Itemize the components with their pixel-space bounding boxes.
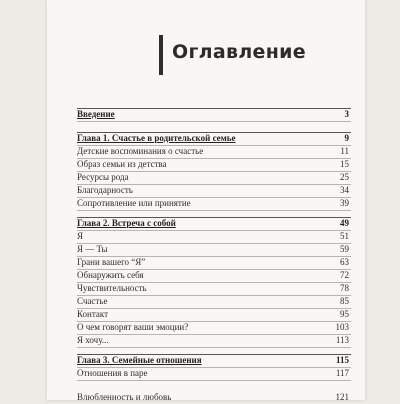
toc-entry-page: 85	[340, 296, 349, 306]
toc-entry-page: 72	[340, 270, 349, 280]
table-of-contents	[77, 108, 351, 404]
title-accent-bar	[159, 35, 163, 75]
toc-entry[interactable]	[77, 335, 351, 348]
toc-entry[interactable]	[77, 322, 351, 335]
toc-entry-label: Ресурсы рода	[77, 172, 129, 182]
toc-entry-page: 113	[335, 335, 349, 345]
toc-entry[interactable]	[77, 391, 351, 404]
toc-entry-label: Сопротивление или принятие	[77, 198, 191, 208]
toc-entry-page: 39	[340, 198, 349, 208]
toc-entry-label: Счастье	[77, 296, 108, 306]
toc-entry-page: 25	[340, 172, 349, 182]
toc-entry-label: Я	[77, 231, 84, 241]
toc-entry-label: О чем говорят ваши эмоции?	[77, 322, 189, 332]
book-page	[47, 0, 365, 400]
toc-entry-label: Глава 3. Семейные отношения	[77, 355, 202, 365]
toc-entry-page: 103	[335, 322, 349, 332]
toc-entry-label: Введение	[77, 109, 115, 119]
toc-entry-page: 15	[340, 159, 349, 169]
toc-entry-page: 117	[335, 368, 349, 378]
toc-entry[interactable]	[77, 283, 351, 296]
toc-entry-page: 78	[340, 283, 349, 293]
toc-entry-page: 49	[340, 218, 349, 228]
toc-entry-label: Образ семьи из детства	[77, 159, 167, 169]
toc-entry-label: Глава 1. Счастье в родительской семье	[77, 133, 236, 143]
toc-entry-page: 51	[340, 231, 349, 241]
toc-entry-label: Контакт	[77, 309, 109, 319]
toc-entry-label: Благодарность	[77, 185, 133, 195]
toc-entry-page: 59	[340, 244, 349, 254]
toc-entry-label: Я хочу...	[77, 335, 109, 345]
page-title: Оглавление	[172, 41, 306, 63]
toc-entry-page: 121	[335, 392, 349, 402]
toc-entry-label: Детские воспоминания о счастье	[77, 146, 204, 156]
toc-entry-page: 3	[344, 109, 349, 119]
toc-entry[interactable]	[77, 296, 351, 309]
toc-entry-page: 9	[344, 133, 349, 143]
toc-entry-label: Глава 2. Встреча с собой	[77, 218, 176, 228]
toc-entry-page: 115	[335, 355, 349, 365]
toc-entry-page: 95	[340, 309, 349, 319]
toc-entry[interactable]	[77, 231, 351, 244]
toc-entry-page: 63	[340, 257, 349, 267]
toc-entry[interactable]	[77, 368, 351, 381]
toc-entry-label: Обнаружить себя	[77, 270, 144, 280]
toc-entry[interactable]	[77, 198, 351, 211]
toc-entry-page: 34	[340, 185, 349, 195]
toc-entry-label: Влюбленность и любовь	[77, 392, 172, 402]
toc-entry-page: 11	[340, 146, 349, 156]
toc-entry-label: Чувствительность	[77, 283, 147, 293]
toc-entry-label: Я — Ты	[77, 244, 108, 254]
toc-entry-introduction[interactable]	[77, 109, 351, 122]
toc-entry-label: Грани вашего “Я”	[77, 257, 146, 267]
toc-entry-chapter-2[interactable]	[77, 218, 351, 231]
toc-entry-label: Отношения в паре	[77, 368, 148, 378]
